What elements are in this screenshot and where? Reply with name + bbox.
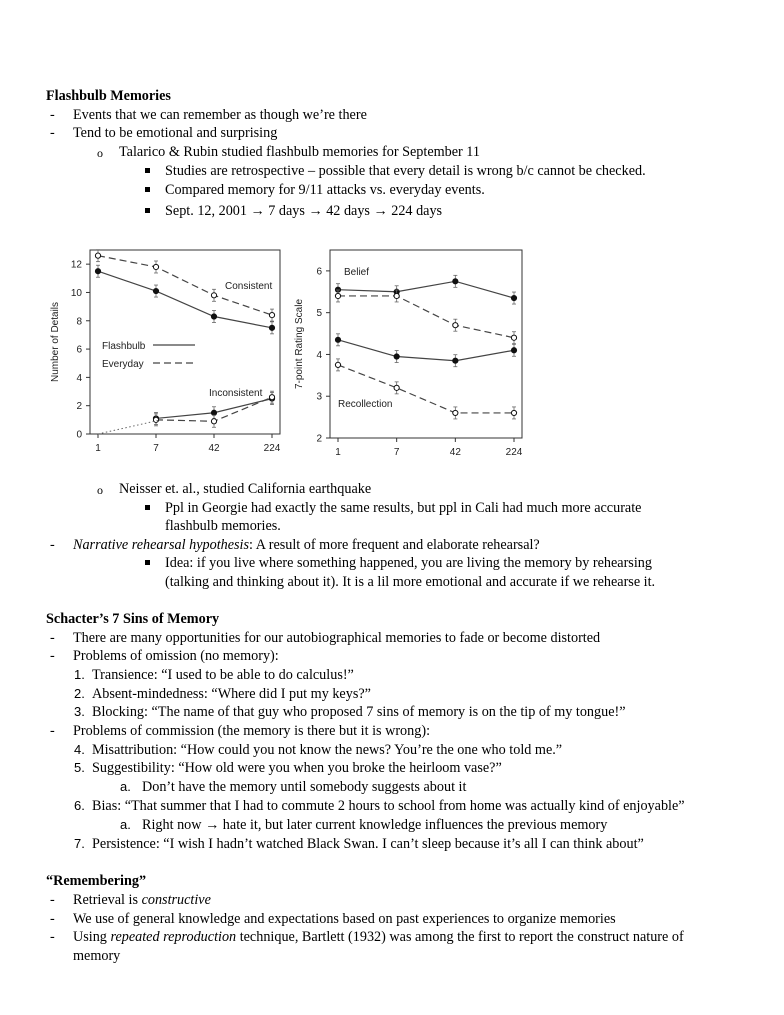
x-tick-label: 1 <box>335 447 341 458</box>
data-point-flashbulb <box>511 348 516 353</box>
y-tick-label: 2 <box>316 433 322 445</box>
b3-italic: repeated reproduction <box>110 929 237 945</box>
data-point-everyday <box>153 417 158 422</box>
arrow-right-icon: → <box>250 203 265 219</box>
x-tick-label: 7 <box>393 447 400 458</box>
section-heading-sins: Schacter’s 7 Sins of Memory <box>46 611 220 627</box>
x-tick-label: 1 <box>95 443 101 454</box>
sin-item: Bias: “That summer that I had to commute 2 hours to school from home was actually kind of enjoyable” <box>92 798 685 814</box>
annotation-consistent: Consistent <box>225 281 273 292</box>
dotted-leadin-line <box>98 420 160 434</box>
data-point-everyday <box>335 293 340 298</box>
data-point-flashbulb <box>211 410 216 415</box>
series-line-flashbulb <box>98 271 272 328</box>
point-text: Ppl in Georgie had exactly the same results, but ppl in Cali had much more accurate <box>165 500 642 516</box>
circle-bullet-icon: o <box>97 146 103 160</box>
list-letter: a. <box>120 779 131 794</box>
y-tick-label: 4 <box>76 372 82 384</box>
y-tick-label: 5 <box>316 308 322 320</box>
sub-bullet-text: Neisser et. al., studied California earthquake <box>119 481 372 497</box>
y-tick-label: 6 <box>76 344 82 356</box>
timeline-line <box>165 202 442 220</box>
b1-italic: constructive <box>141 892 211 908</box>
arrow-right-icon: → <box>373 203 388 219</box>
legend-everyday-label: Everyday <box>102 359 144 370</box>
chart-number-of-details <box>40 240 295 465</box>
arrow-right-icon: → <box>205 817 220 833</box>
dash-bullet: - <box>50 929 55 945</box>
data-point-flashbulb <box>269 325 274 330</box>
b3-after: technique, Bartlett (1932) was among the first to report the construct nature of <box>236 929 684 945</box>
bullet-text: There are many opportunities for our autobiographical memories to fade or become distorted <box>73 630 601 646</box>
bullet-text: Problems of omission (no memory): <box>73 648 279 664</box>
square-bullet-icon <box>145 560 150 565</box>
data-point-everyday <box>269 395 274 400</box>
timeline-224: 224 days <box>391 203 443 219</box>
idea-text-cont: (talking and thinking about it). It is a lil more emotional and accurate if we rehearse it. <box>165 574 656 590</box>
bullet-text <box>73 928 684 946</box>
sin-item: Blocking: “The name of that guy who proposed 7 sins of memory is on the tip of my tongue!” <box>92 704 626 720</box>
data-point-everyday <box>394 385 399 390</box>
y-tick-label: 12 <box>70 259 82 271</box>
data-point-everyday <box>453 323 458 328</box>
data-point-flashbulb <box>95 269 100 274</box>
sin-subitem: Don’t have the memory until somebody suggests about it <box>142 779 467 795</box>
legend-flashbulb-label: Flashbulb <box>102 341 146 352</box>
list-number: 6. <box>74 798 85 813</box>
x-tick-label: 42 <box>449 447 461 458</box>
narrative-term: Narrative rehearsal hypothesis <box>73 537 250 553</box>
data-point-everyday <box>153 264 158 269</box>
list-number: 3. <box>74 704 85 719</box>
data-point-everyday <box>511 410 516 415</box>
data-point-everyday <box>211 419 216 424</box>
point-text: Studies are retrospective – possible that every detail is wrong b/c cannot be checked. <box>165 163 646 179</box>
timeline-7: 7 days <box>268 203 305 219</box>
list-number: 5. <box>74 760 85 775</box>
arrow-right-icon: → <box>308 203 323 219</box>
dash-bullet: - <box>50 892 55 908</box>
list-number: 1. <box>74 667 85 682</box>
narrative-hypothesis <box>73 536 540 554</box>
annotation-inconsistent: Inconsistent <box>209 388 263 399</box>
y-tick-label: 10 <box>70 287 82 299</box>
sin-subitem <box>142 816 607 834</box>
subitem-after: hate it, but later current knowledge influences the previous memory <box>222 817 608 833</box>
bullet-text <box>73 891 211 909</box>
y-tick-label: 0 <box>76 429 82 441</box>
bullet-text: Problems of commission (the memory is there but it is wrong): <box>73 723 431 739</box>
bullet-text: Tend to be emotional and surprising <box>73 125 278 141</box>
square-bullet-icon <box>145 168 150 173</box>
narrative-rest: : A result of more frequent and elaborate rehearsal? <box>249 537 540 553</box>
dash-bullet: - <box>50 630 55 646</box>
sin-item: Suggestibility: “How old were you when you broke the heirloom vase?” <box>92 760 502 776</box>
data-point-everyday <box>453 410 458 415</box>
data-point-everyday <box>269 313 274 318</box>
dash-bullet: - <box>50 125 55 141</box>
list-number: 4. <box>74 742 85 757</box>
data-point-everyday <box>211 293 216 298</box>
x-tick-label: 42 <box>208 443 220 454</box>
y-tick-label: 6 <box>316 266 322 278</box>
dash-bullet: - <box>50 537 55 553</box>
bullet-text: We use of general knowledge and expectations based on past experiences to organize memories <box>73 911 616 927</box>
data-point-flashbulb <box>453 358 458 363</box>
y-tick-label: 8 <box>76 316 82 328</box>
data-point-flashbulb <box>511 295 516 300</box>
sub-bullet-text: Talarico & Rubin studied flashbulb memories for September 11 <box>119 144 480 160</box>
list-number: 7. <box>74 836 85 851</box>
idea-text: Idea: if you live where something happened, you are living the memory by rehearsing <box>165 555 652 571</box>
square-bullet-icon <box>145 187 150 192</box>
y-tick-label: 2 <box>76 401 82 413</box>
circle-bullet-icon: o <box>97 483 103 497</box>
annotation-recollection: Recollection <box>338 399 393 410</box>
list-letter: a. <box>120 817 131 832</box>
sin-item: Persistence: “I wish I hadn’t watched Black Swan. I can’t sleep because it’s all I can think about” <box>92 836 644 852</box>
b3-before: Using <box>73 929 111 945</box>
y-axis-label: 7-point Rating Scale <box>294 298 305 390</box>
sin-item: Transience: “I used to be able to do calculus!” <box>92 667 354 683</box>
data-point-flashbulb <box>153 288 158 293</box>
data-point-everyday <box>511 335 516 340</box>
series-line-flashbulb <box>338 340 514 361</box>
bullet-text-cont: memory <box>73 948 121 964</box>
data-point-flashbulb <box>211 314 216 319</box>
chart-rating-scale <box>290 240 535 465</box>
sin-item: Misattribution: “How could you not know the news? You’re the one who told me.” <box>92 742 563 758</box>
data-point-everyday <box>335 362 340 367</box>
x-tick-label: 7 <box>153 443 159 454</box>
dash-bullet: - <box>50 723 55 739</box>
subitem-before: Right now <box>142 817 202 833</box>
point-text-cont: flashbulb memories. <box>165 518 281 534</box>
dash-bullet: - <box>50 107 55 123</box>
bullet-text: Events that we can remember as though we’re there <box>73 107 367 123</box>
timeline-42: 42 days <box>326 203 370 219</box>
y-tick-label: 4 <box>316 349 322 361</box>
series-line-everyday <box>338 296 514 338</box>
square-bullet-icon <box>145 208 150 213</box>
dash-bullet: - <box>50 911 55 927</box>
x-tick-label: 224 <box>505 447 523 458</box>
data-point-flashbulb <box>394 354 399 359</box>
sin-item: Absent-mindedness: “Where did I put my keys?” <box>92 686 371 702</box>
square-bullet-icon <box>145 505 150 510</box>
y-tick-label: 3 <box>316 391 322 403</box>
list-number: 2. <box>74 686 85 701</box>
x-tick-label: 224 <box>263 443 281 454</box>
annotation-belief: Belief <box>344 267 370 278</box>
data-point-flashbulb <box>453 279 458 284</box>
section-heading-flashbulb: Flashbulb Memories <box>46 88 171 104</box>
y-axis-label: Number of Details <box>50 301 61 383</box>
data-point-everyday <box>95 253 100 258</box>
section-heading-remembering: “Remembering” <box>46 873 147 889</box>
timeline-start: Sept. 12, 2001 <box>165 203 247 219</box>
data-point-flashbulb <box>335 337 340 342</box>
dash-bullet: - <box>50 648 55 664</box>
point-text: Compared memory for 9/11 attacks vs. everyday events. <box>165 182 485 198</box>
b1-before: Retrieval is <box>73 892 142 908</box>
data-point-everyday <box>394 293 399 298</box>
